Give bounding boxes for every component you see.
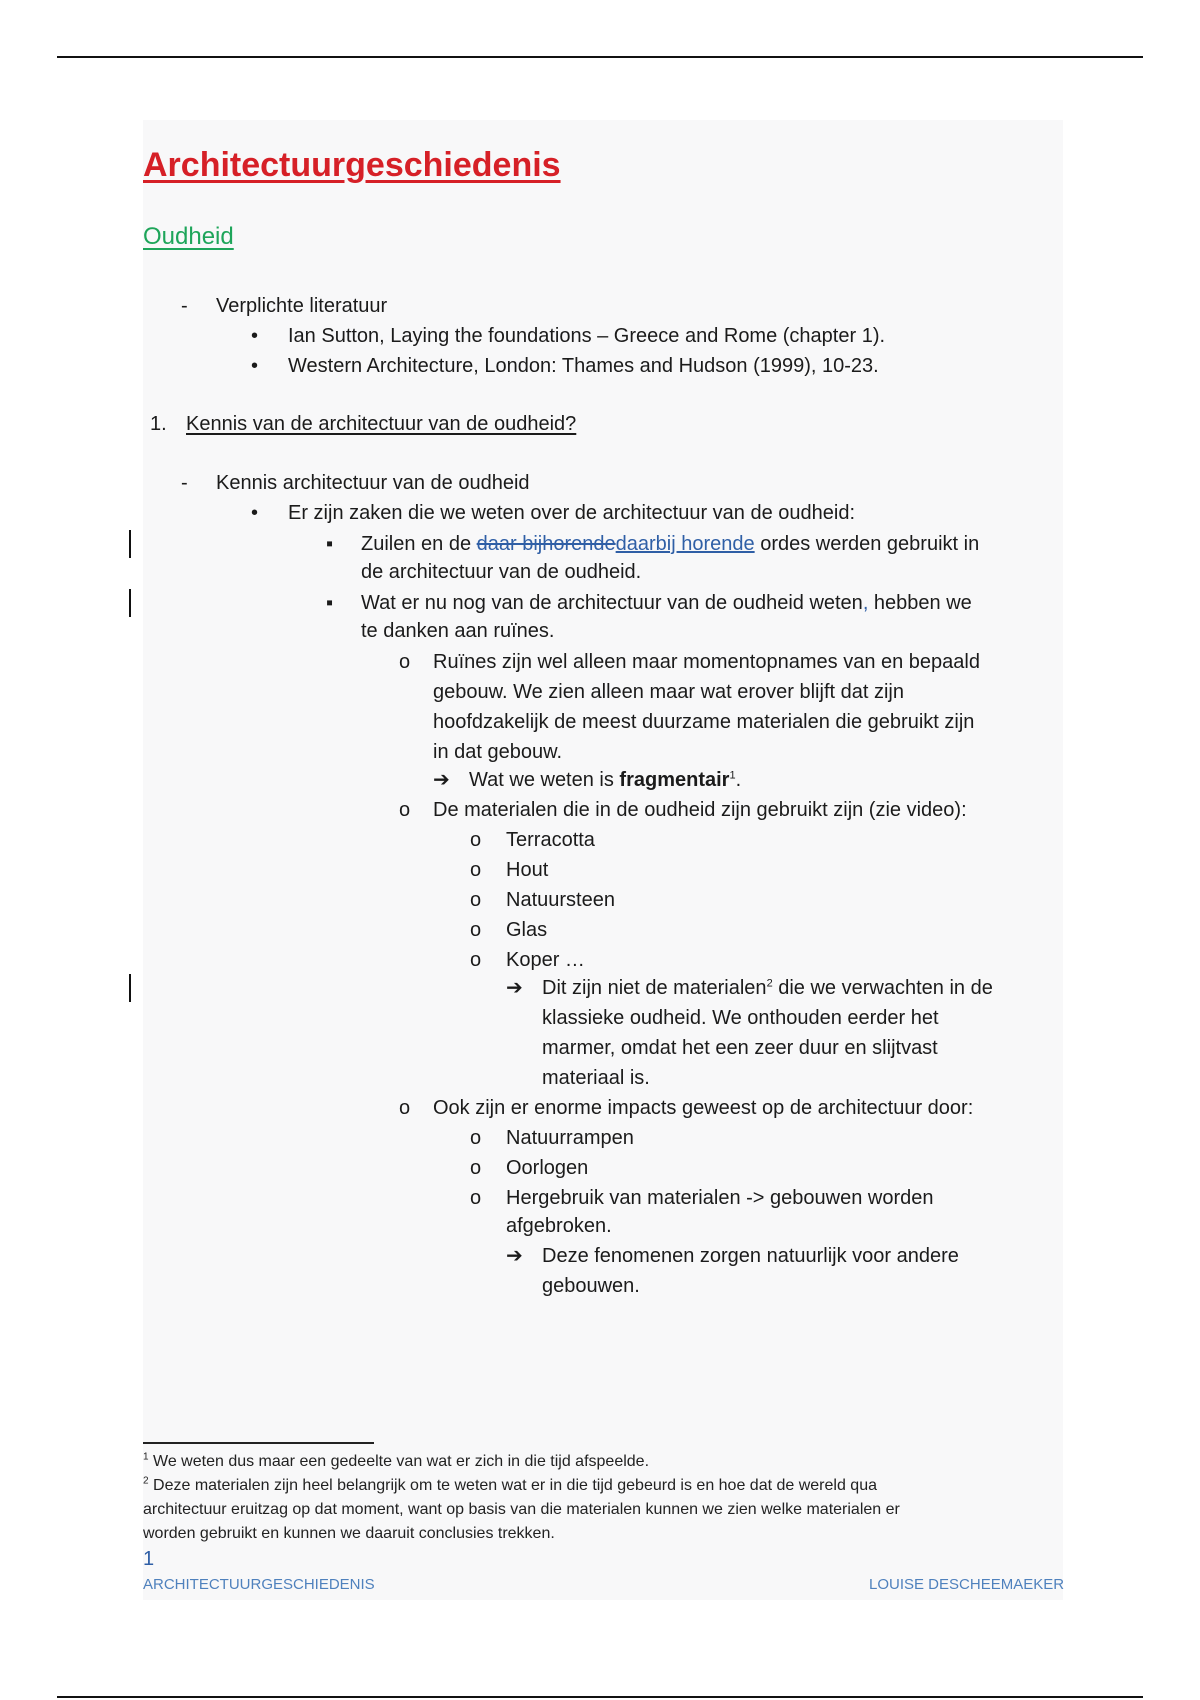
square-bullet-marker: ▪ bbox=[326, 592, 334, 614]
footnote-ref[interactable]: 1 bbox=[729, 769, 736, 782]
impact-item-continuation: afgebroken. bbox=[506, 1215, 612, 1237]
circle-bullet-marker: o bbox=[470, 1187, 482, 1209]
footer-author: LOUISE DESCHEEMAEKER bbox=[869, 1576, 1065, 1593]
arrow-item-continuation: klassieke oudheid. We onthouden eerder het bbox=[542, 1007, 939, 1029]
circle-bullet-marker: o bbox=[470, 919, 482, 941]
text-run: Dit zijn niet de materialen bbox=[542, 977, 767, 999]
inserted-text: , bbox=[862, 592, 869, 614]
text-run: . bbox=[735, 769, 742, 791]
document-title: Architectuurgeschiedenis bbox=[143, 146, 561, 184]
footnote-continuation: worden gebruikt en kunnen we daaruit conclusies trekken. bbox=[143, 1525, 555, 1542]
arrow-icon: ➔ bbox=[506, 977, 523, 999]
footnote-ref[interactable]: 2 bbox=[766, 977, 773, 990]
square-item bbox=[361, 530, 979, 558]
square-item bbox=[361, 589, 972, 617]
impact-item: Natuurrampen bbox=[506, 1127, 634, 1149]
footnote-text: Deze materialen zijn heel belangrijk om te weten wat er in die tijd gebeurd is en hoe dat de wereld qua bbox=[153, 1477, 877, 1494]
circle-bullet-marker: o bbox=[470, 859, 482, 881]
dash-marker: - bbox=[181, 295, 188, 317]
section-heading: Kennis van de architectuur van de oudheid? bbox=[186, 413, 577, 435]
circle-item: Ruïnes zijn wel alleen maar momentopnames van en bepaald bbox=[433, 651, 980, 673]
footer-title: ARCHITECTUURGESCHIEDENIS bbox=[143, 1576, 375, 1593]
top-rule bbox=[57, 56, 1143, 58]
footnote-number: 2 bbox=[143, 1475, 149, 1487]
arrow-item-continuation: marmer, omdat het een zeer duur en slijtvast bbox=[542, 1037, 938, 1059]
text-run: Wat er nu nog van de architectuur van de oudheid weten bbox=[361, 592, 863, 614]
circle-bullet-marker: o bbox=[470, 829, 482, 851]
circle-bullet-marker: o bbox=[470, 949, 482, 971]
circle-bullet-marker: o bbox=[399, 651, 411, 673]
footnote-2 bbox=[143, 1474, 877, 1498]
material-item: Natuursteen bbox=[506, 889, 615, 911]
dash-item: Kennis architectuur van de oudheid bbox=[216, 472, 530, 494]
arrow-icon: ➔ bbox=[506, 1245, 523, 1267]
section-subtitle: Oudheid bbox=[143, 223, 234, 250]
dash-marker: - bbox=[181, 472, 188, 494]
footnote-number: 1 bbox=[143, 1451, 149, 1463]
bottom-rule bbox=[57, 1696, 1143, 1698]
circle-bullet-marker: o bbox=[399, 1097, 411, 1119]
text-run: die we verwachten in de bbox=[772, 977, 993, 999]
arrow-icon: ➔ bbox=[433, 769, 450, 791]
square-item-continuation: de architectuur van de oudheid. bbox=[361, 561, 642, 583]
footnote-continuation: architectuur eruitzag op dat moment, want op basis van die materialen kunnen we zien welke materialen er bbox=[143, 1501, 900, 1518]
square-bullet-marker: ▪ bbox=[326, 533, 334, 555]
change-bar bbox=[129, 589, 131, 617]
bullet-marker: • bbox=[251, 355, 259, 377]
inserted-text: daarbij horende bbox=[615, 533, 755, 555]
text-run: Wat we weten is bbox=[469, 769, 620, 791]
literature-item: Western Architecture, London: Thames and Hudson (1999), 10-23. bbox=[288, 355, 879, 377]
arrow-item-continuation: gebouwen. bbox=[542, 1275, 640, 1297]
text-run: ordes werden gebruikt in bbox=[754, 533, 980, 555]
circle-item-continuation: gebouw. We zien alleen maar wat erover blijft dat zijn bbox=[433, 681, 904, 703]
circle-bullet-marker: o bbox=[470, 1127, 482, 1149]
impact-item: Hergebruik van materialen -> gebouwen worden bbox=[506, 1187, 934, 1209]
arrow-item-continuation: materiaal is. bbox=[542, 1067, 650, 1089]
bullet-marker: • bbox=[251, 325, 259, 347]
impact-item: Oorlogen bbox=[506, 1157, 589, 1179]
bullet-marker: • bbox=[251, 502, 259, 524]
footnote-1 bbox=[143, 1450, 649, 1474]
text-run: hebben we bbox=[868, 592, 972, 614]
material-item: Koper … bbox=[506, 949, 585, 971]
material-item: Glas bbox=[506, 919, 548, 941]
circle-item-continuation: hoofdzakelijk de meest duurzame materialen die gebruikt zijn bbox=[433, 711, 975, 733]
circle-item-continuation: in dat gebouw. bbox=[433, 741, 562, 763]
circle-bullet-marker: o bbox=[399, 799, 411, 821]
literature-heading: Verplichte literatuur bbox=[216, 295, 388, 317]
footnote-text: We weten dus maar een gedeelte van wat er zich in die tijd afspeelde. bbox=[153, 1453, 650, 1470]
footnote-separator bbox=[143, 1442, 374, 1444]
bullet-item: Er zijn zaken die we weten over de architectuur van de oudheid: bbox=[288, 502, 856, 524]
page-number: 1 bbox=[143, 1548, 155, 1570]
circle-bullet-marker: o bbox=[470, 1157, 482, 1179]
arrow-item bbox=[469, 766, 741, 794]
circle-item: Ook zijn er enorme impacts geweest op de architectuur door: bbox=[433, 1097, 974, 1119]
change-bar bbox=[129, 974, 131, 1002]
square-item-continuation: te danken aan ruïnes. bbox=[361, 620, 555, 642]
literature-item: Ian Sutton, Laying the foundations – Greece and Rome (chapter 1). bbox=[288, 325, 886, 347]
circle-bullet-marker: o bbox=[470, 889, 482, 911]
change-bar bbox=[129, 530, 131, 558]
arrow-item: Deze fenomenen zorgen natuurlijk voor andere bbox=[542, 1245, 959, 1267]
material-item: Hout bbox=[506, 859, 549, 881]
text-run: Zuilen en de bbox=[361, 533, 477, 555]
section-number: 1. bbox=[150, 413, 167, 435]
arrow-item bbox=[542, 974, 993, 1002]
material-item: Terracotta bbox=[506, 829, 595, 851]
deleted-text: daar bijhorende bbox=[476, 533, 616, 555]
emphasis-text: fragmentair bbox=[619, 769, 730, 791]
circle-item: De materialen die in de oudheid zijn gebruikt zijn (zie video): bbox=[433, 799, 967, 821]
